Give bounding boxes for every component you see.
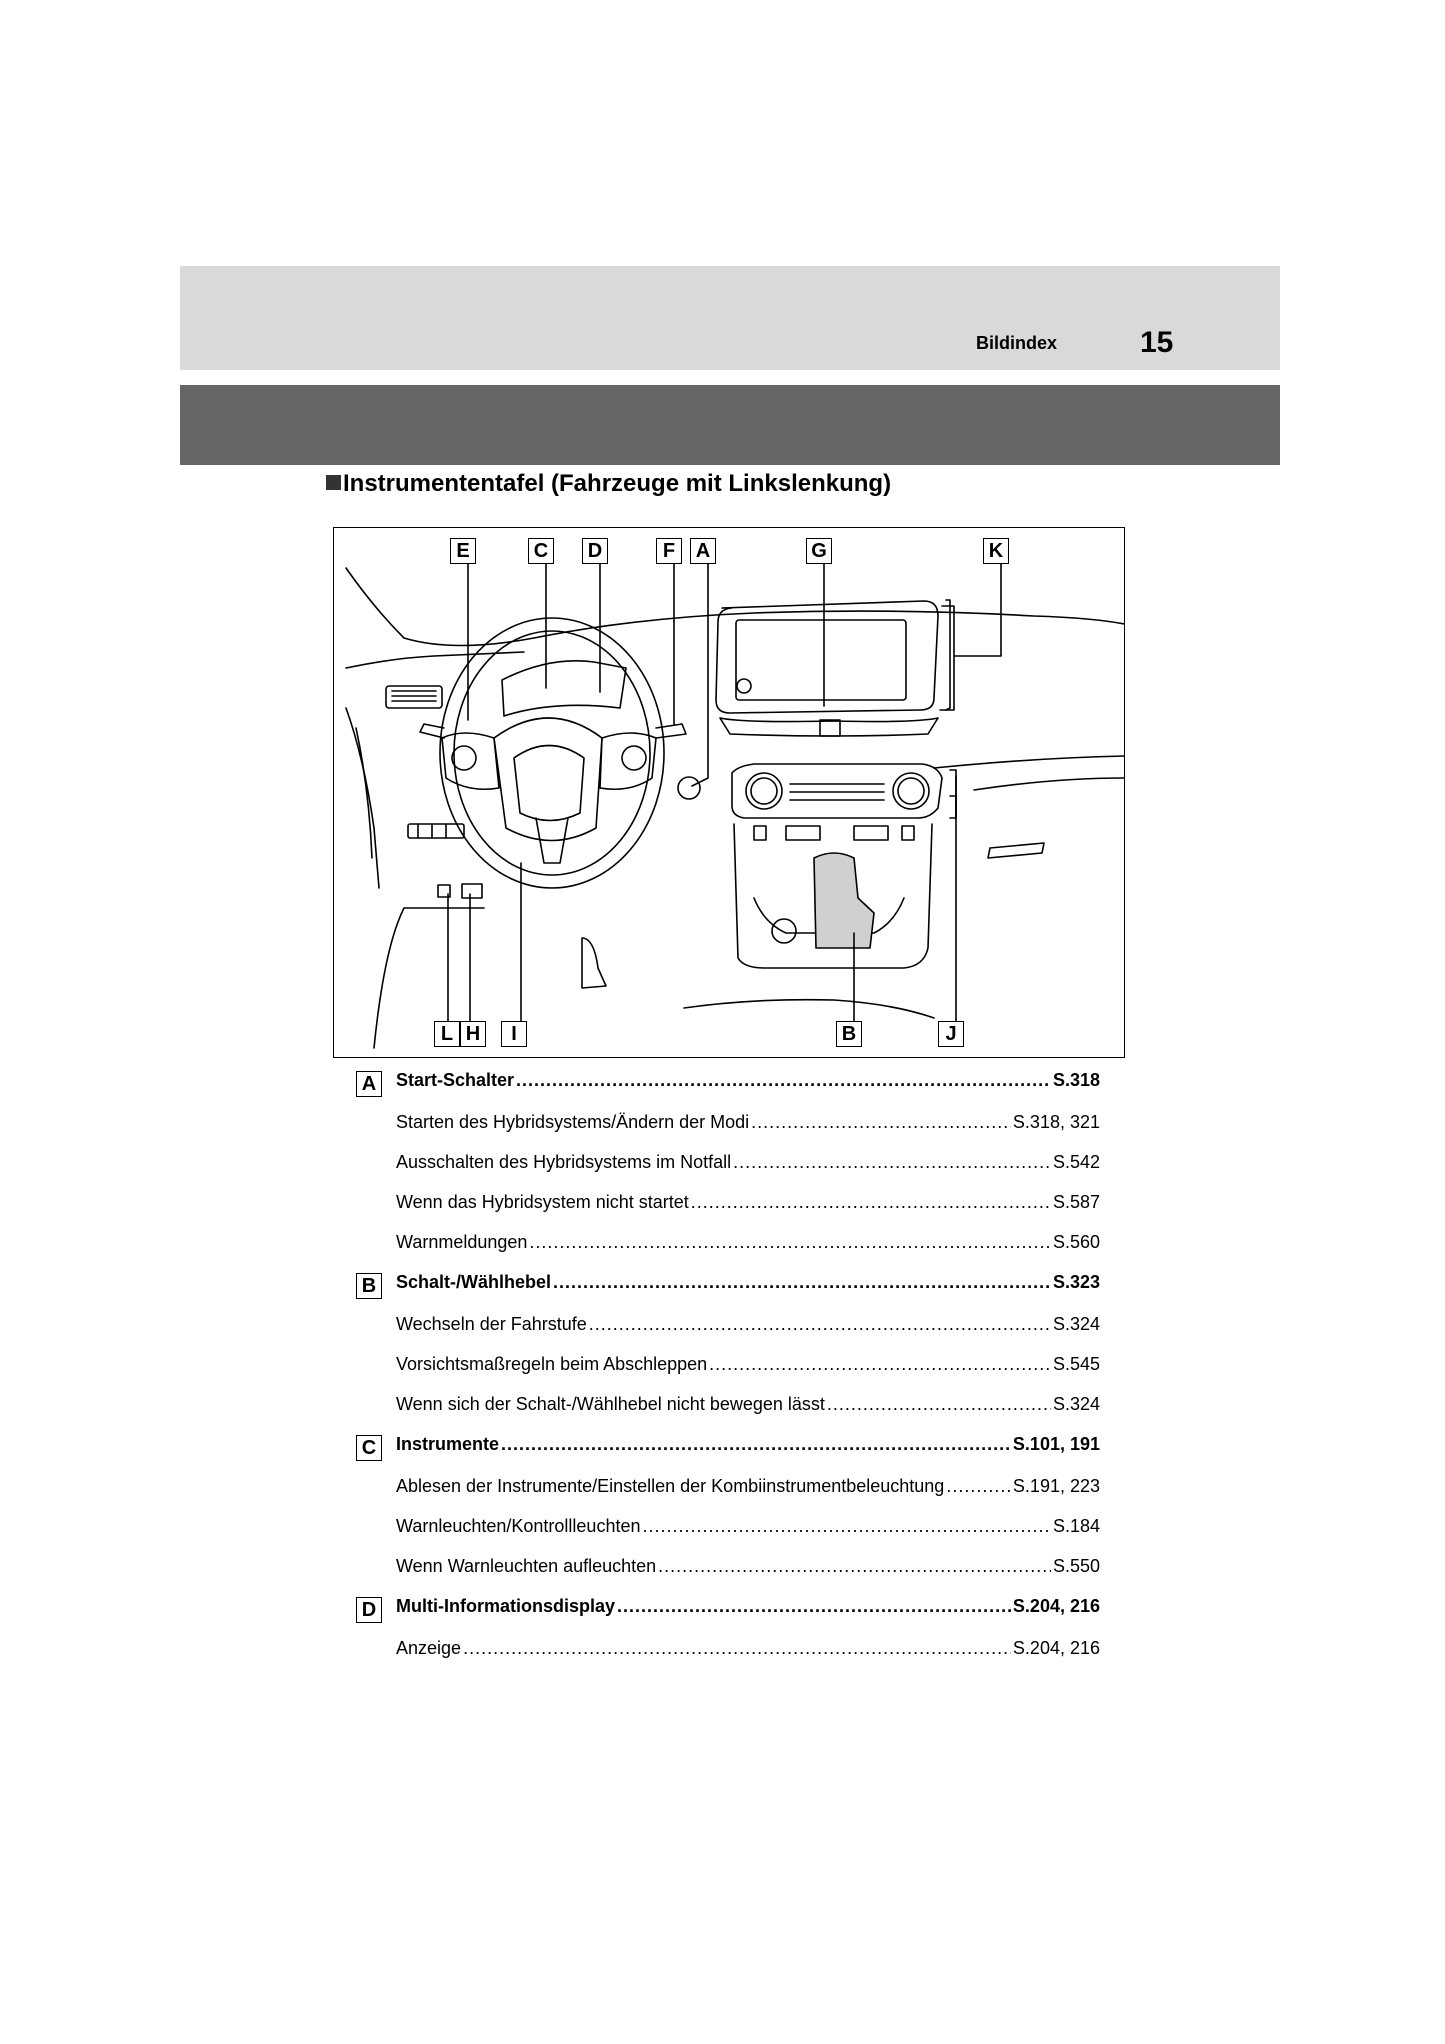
index-entry-main[interactable]: Instrumente ..... S.101, 191	[356, 1434, 1100, 1476]
callout-f: F	[656, 538, 682, 564]
index-group-c	[356, 1434, 1100, 1596]
index-list	[356, 1070, 1100, 1678]
index-group-a	[356, 1070, 1100, 1272]
index-entry-main[interactable]: Start-Schalter ..... S.318	[356, 1070, 1100, 1112]
header-bar	[180, 385, 1280, 465]
index-group-b	[356, 1272, 1100, 1434]
section-title: Instrumententafel (Fahrzeuge mit Linkslenkung)	[326, 470, 891, 498]
index-letter: B	[356, 1273, 382, 1299]
index-entry[interactable]: Wenn sich der Schalt-/Wählhebel nicht bewegen lässt ..... S.324	[356, 1394, 1100, 1434]
section-square-icon	[326, 475, 341, 490]
index-letter: D	[356, 1597, 382, 1623]
index-entry-main[interactable]: Multi-Informationsdisplay ..... S.204, 216	[356, 1596, 1100, 1638]
callout-l: L	[434, 1021, 460, 1047]
index-entry[interactable]: Wenn Warnleuchten aufleuchten ..... S.550	[356, 1556, 1100, 1596]
index-entry-main[interactable]: Schalt-/Wählhebel ..... S.323	[356, 1272, 1100, 1314]
index-entry[interactable]: Warnleuchten/Kontrollleuchten ..... S.184	[356, 1516, 1100, 1556]
callout-k: K	[983, 538, 1009, 564]
index-group-d	[356, 1596, 1100, 1678]
callout-b: B	[836, 1021, 862, 1047]
index-entry[interactable]: Starten des Hybridsystems/Ändern der Modi ..... S.318, 321	[356, 1112, 1100, 1152]
callout-d: D	[582, 538, 608, 564]
index-letter: C	[356, 1435, 382, 1461]
callout-c: C	[528, 538, 554, 564]
index-entry[interactable]: Wechseln der Fahrstufe ..... S.324	[356, 1314, 1100, 1354]
dashboard-illustration	[333, 527, 1125, 1058]
callout-i: I	[501, 1021, 527, 1047]
callout-e: E	[450, 538, 476, 564]
chapter-title: Bildindex	[976, 333, 1058, 353]
index-entry[interactable]: Ausschalten des Hybridsystems im Notfall ..... S.542	[356, 1152, 1100, 1192]
index-entry[interactable]: Vorsichtsmaßregeln beim Abschleppen ..... S.545	[356, 1354, 1100, 1394]
dashboard-drawing	[334, 528, 1125, 1058]
page-number: 15	[1140, 326, 1174, 359]
callout-g: G	[806, 538, 832, 564]
index-entry[interactable]: Warnmeldungen ..... S.560	[356, 1232, 1100, 1272]
index-entry[interactable]: Anzeige ..... S.204, 216	[356, 1638, 1100, 1678]
callout-j: J	[938, 1021, 964, 1047]
callout-h: H	[460, 1021, 486, 1047]
index-letter: A	[356, 1071, 382, 1097]
callout-a: A	[690, 538, 716, 564]
header-band	[180, 266, 1280, 370]
index-entry[interactable]: Wenn das Hybridsystem nicht startet ..... S.587	[356, 1192, 1100, 1232]
index-entry[interactable]: Ablesen der Instrumente/Einstellen der Kombiinstrumentbeleuchtung ..... S.191, 223	[356, 1476, 1100, 1516]
